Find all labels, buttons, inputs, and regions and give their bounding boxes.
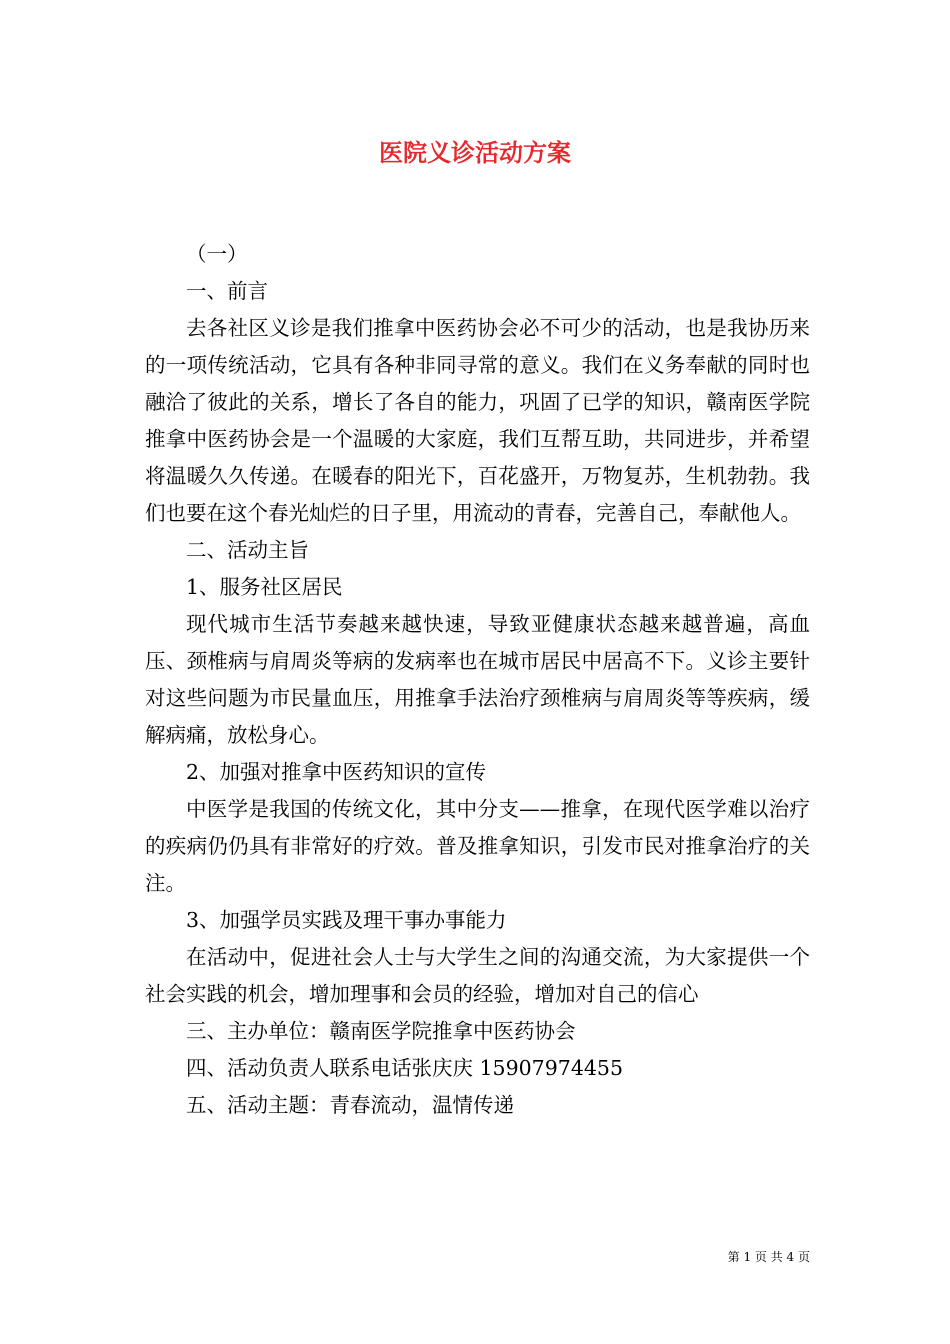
- paragraph-promote-knowledge: 中医学是我国的传统文化，其中分支——推拿，在现代医学难以治疗的疾病仍仍具有非常好的疗效。普及推拿知识，引发市民对推拿治疗的关注。: [145, 797, 810, 895]
- subheading-promote-knowledge: 2、加强对推拿中医药知识的宣传: [186, 760, 487, 784]
- heading-organizer: 三、主办单位：赣南医学院推拿中医药协会: [186, 1019, 576, 1043]
- paragraph-serve-residents: 现代城市生活节奏越来越快速，导致亚健康状态越来越普遍，高血压、颈椎病与肩周炎等病的发病率也在城市居民中居高不下。义诊主要针对这些问题为市民量血压，用推拿手法治疗颈椎病与肩周炎等等疾病，缓解病痛，放松身心。: [145, 612, 810, 747]
- section-marker: （一）: [186, 242, 248, 266]
- document-body: [145, 236, 810, 1124]
- paragraph-preface: 去各社区义诊是我们推拿中医药协会必不可少的活动，也是我协历来的一项传统活动，它具有各种非同寻常的意义。我们在义务奉献的同时也融洽了彼此的关系，增长了各自的能力，巩固了已学的知识，赣南医学院推拿中医药协会是一个温暖的大家庭，我们互帮互助，共同进步，并希望将温暖久久传递。在暖春的阳光下，百花盛开，万物复苏，生机勃勃。我们也要在这个春光灿烂的日子里，用流动的青春，完善自己，奉献他人。: [145, 316, 810, 525]
- heading-purpose: 二、活动主旨: [186, 538, 309, 562]
- heading-contact: 四、活动负责人联系电话张庆庆 15907974455: [186, 1056, 623, 1080]
- subheading-serve-residents: 1、服务社区居民: [186, 575, 343, 599]
- document-title: 医院义诊活动方案: [379, 138, 571, 167]
- subheading-practice-ability: 3、加强学员实践及理干事办事能力: [186, 908, 507, 932]
- heading-preface: 一、前言: [186, 279, 268, 303]
- page-number: 第 1 页 共 4 页: [727, 1250, 810, 1264]
- heading-theme: 五、活动主题：青春流动，温情传递: [186, 1093, 514, 1117]
- paragraph-practice-ability: 在活动中，促进社会人士与大学生之间的沟通交流，为大家提供一个社会实践的机会，增加理事和会员的经验，增加对自己的信心: [145, 945, 810, 1006]
